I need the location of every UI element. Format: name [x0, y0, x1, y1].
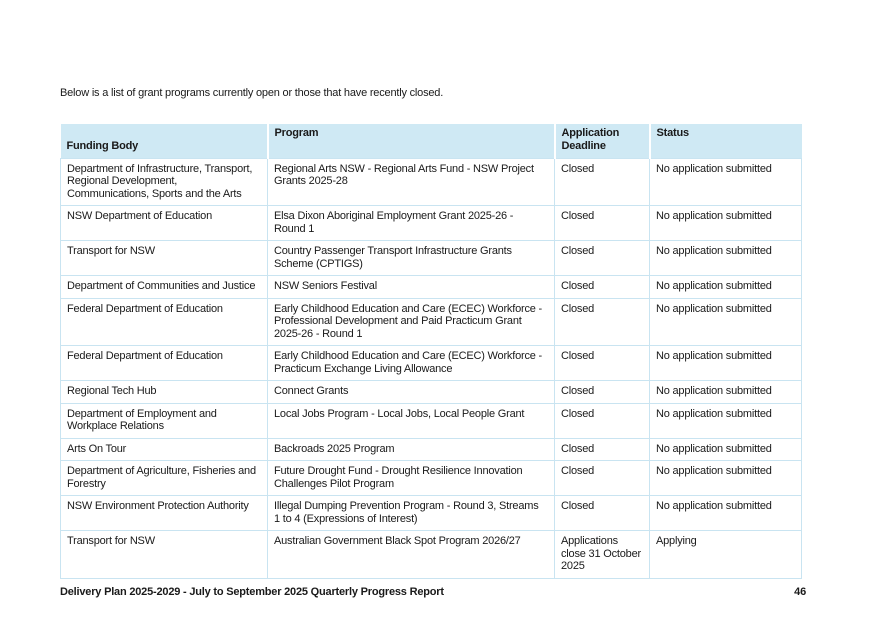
table-cell: Regional Tech Hub [61, 381, 268, 404]
table-cell: NSW Department of Education [61, 206, 268, 241]
table-row [61, 531, 802, 579]
grants-table [60, 124, 802, 579]
table-cell: Closed [555, 496, 650, 531]
table-cell: Elsa Dixon Aboriginal Employment Grant 2025-26 - Round 1 [268, 206, 555, 241]
table-cell: Federal Department of Education [61, 346, 268, 381]
intro-text: Below is a list of grant programs currently open or those that have recently closed. [60, 87, 444, 99]
table-cell: Regional Arts NSW - Regional Arts Fund - NSW Project Grants 2025-28 [268, 158, 555, 206]
table-row [61, 241, 802, 276]
table-cell: Department of Communities and Justice [61, 276, 268, 299]
table-row [61, 346, 802, 381]
table-cell: Closed [555, 158, 650, 206]
table-row [61, 496, 802, 531]
table-row [61, 461, 802, 496]
table-cell: Transport for NSW [61, 531, 268, 579]
table-row [61, 158, 802, 206]
grants-table-header [61, 124, 802, 158]
table-cell: No application submitted [650, 403, 802, 438]
column-header-status: Status [650, 124, 802, 158]
column-header-program: Program [268, 124, 555, 158]
table-cell: Department of Employment and Workplace Relations [61, 403, 268, 438]
page-footer [60, 586, 806, 598]
table-cell: Connect Grants [268, 381, 555, 404]
table-cell: Closed [555, 206, 650, 241]
table-cell: NSW Seniors Festival [268, 276, 555, 299]
table-row [61, 438, 802, 461]
page-number: 46 [794, 586, 806, 598]
table-cell: Early Childhood Education and Care (ECEC) Workforce - Professional Development and Paid Practicum Grant 2025-26 - Round 1 [268, 298, 555, 346]
table-cell: Closed [555, 438, 650, 461]
table-cell: No application submitted [650, 158, 802, 206]
table-cell: No application submitted [650, 496, 802, 531]
table-cell: Closed [555, 241, 650, 276]
column-header-funding-body: Funding Body [61, 124, 268, 158]
header-row [61, 124, 802, 158]
table-cell: Applications close 31 October 2025 [555, 531, 650, 579]
column-header-application-deadline: Application Deadline [555, 124, 650, 158]
table-cell: No application submitted [650, 461, 802, 496]
table-cell: Department of Infrastructure, Transport, Regional Development, Communications, Sports and the Arts [61, 158, 268, 206]
table-cell: Backroads 2025 Program [268, 438, 555, 461]
table-cell: No application submitted [650, 206, 802, 241]
table-cell: Closed [555, 298, 650, 346]
table-cell: No application submitted [650, 298, 802, 346]
table-cell: Federal Department of Education [61, 298, 268, 346]
table-cell: No application submitted [650, 241, 802, 276]
table-cell: No application submitted [650, 381, 802, 404]
table-cell: Future Drought Fund - Drought Resilience Innovation Challenges Pilot Program [268, 461, 555, 496]
table-row [61, 403, 802, 438]
table-cell: Applying [650, 531, 802, 579]
table-row [61, 298, 802, 346]
table-cell: Closed [555, 346, 650, 381]
table-cell: Local Jobs Program - Local Jobs, Local People Grant [268, 403, 555, 438]
table-cell: Early Childhood Education and Care (ECEC) Workforce - Practicum Exchange Living Allowance [268, 346, 555, 381]
table-cell: Country Passenger Transport Infrastructure Grants Scheme (CPTIGS) [268, 241, 555, 276]
table-cell: NSW Environment Protection Authority [61, 496, 268, 531]
table-cell: Australian Government Black Spot Program 2026/27 [268, 531, 555, 579]
table-row [61, 206, 802, 241]
table-row [61, 276, 802, 299]
table-cell: No application submitted [650, 438, 802, 461]
table-cell: Closed [555, 461, 650, 496]
table-cell: Illegal Dumping Prevention Program - Round 3, Streams 1 to 4 (Expressions of Interest) [268, 496, 555, 531]
footer-report-title: Delivery Plan 2025-2029 - July to September 2025 Quarterly Progress Report [60, 586, 444, 598]
table-cell: Department of Agriculture, Fisheries and Forestry [61, 461, 268, 496]
table-row [61, 381, 802, 404]
table-cell: No application submitted [650, 346, 802, 381]
table-cell: Closed [555, 381, 650, 404]
table-cell: Closed [555, 403, 650, 438]
table-body [61, 158, 802, 578]
table-cell: No application submitted [650, 276, 802, 299]
table-cell: Transport for NSW [61, 241, 268, 276]
table-cell: Closed [555, 276, 650, 299]
table-cell: Arts On Tour [61, 438, 268, 461]
